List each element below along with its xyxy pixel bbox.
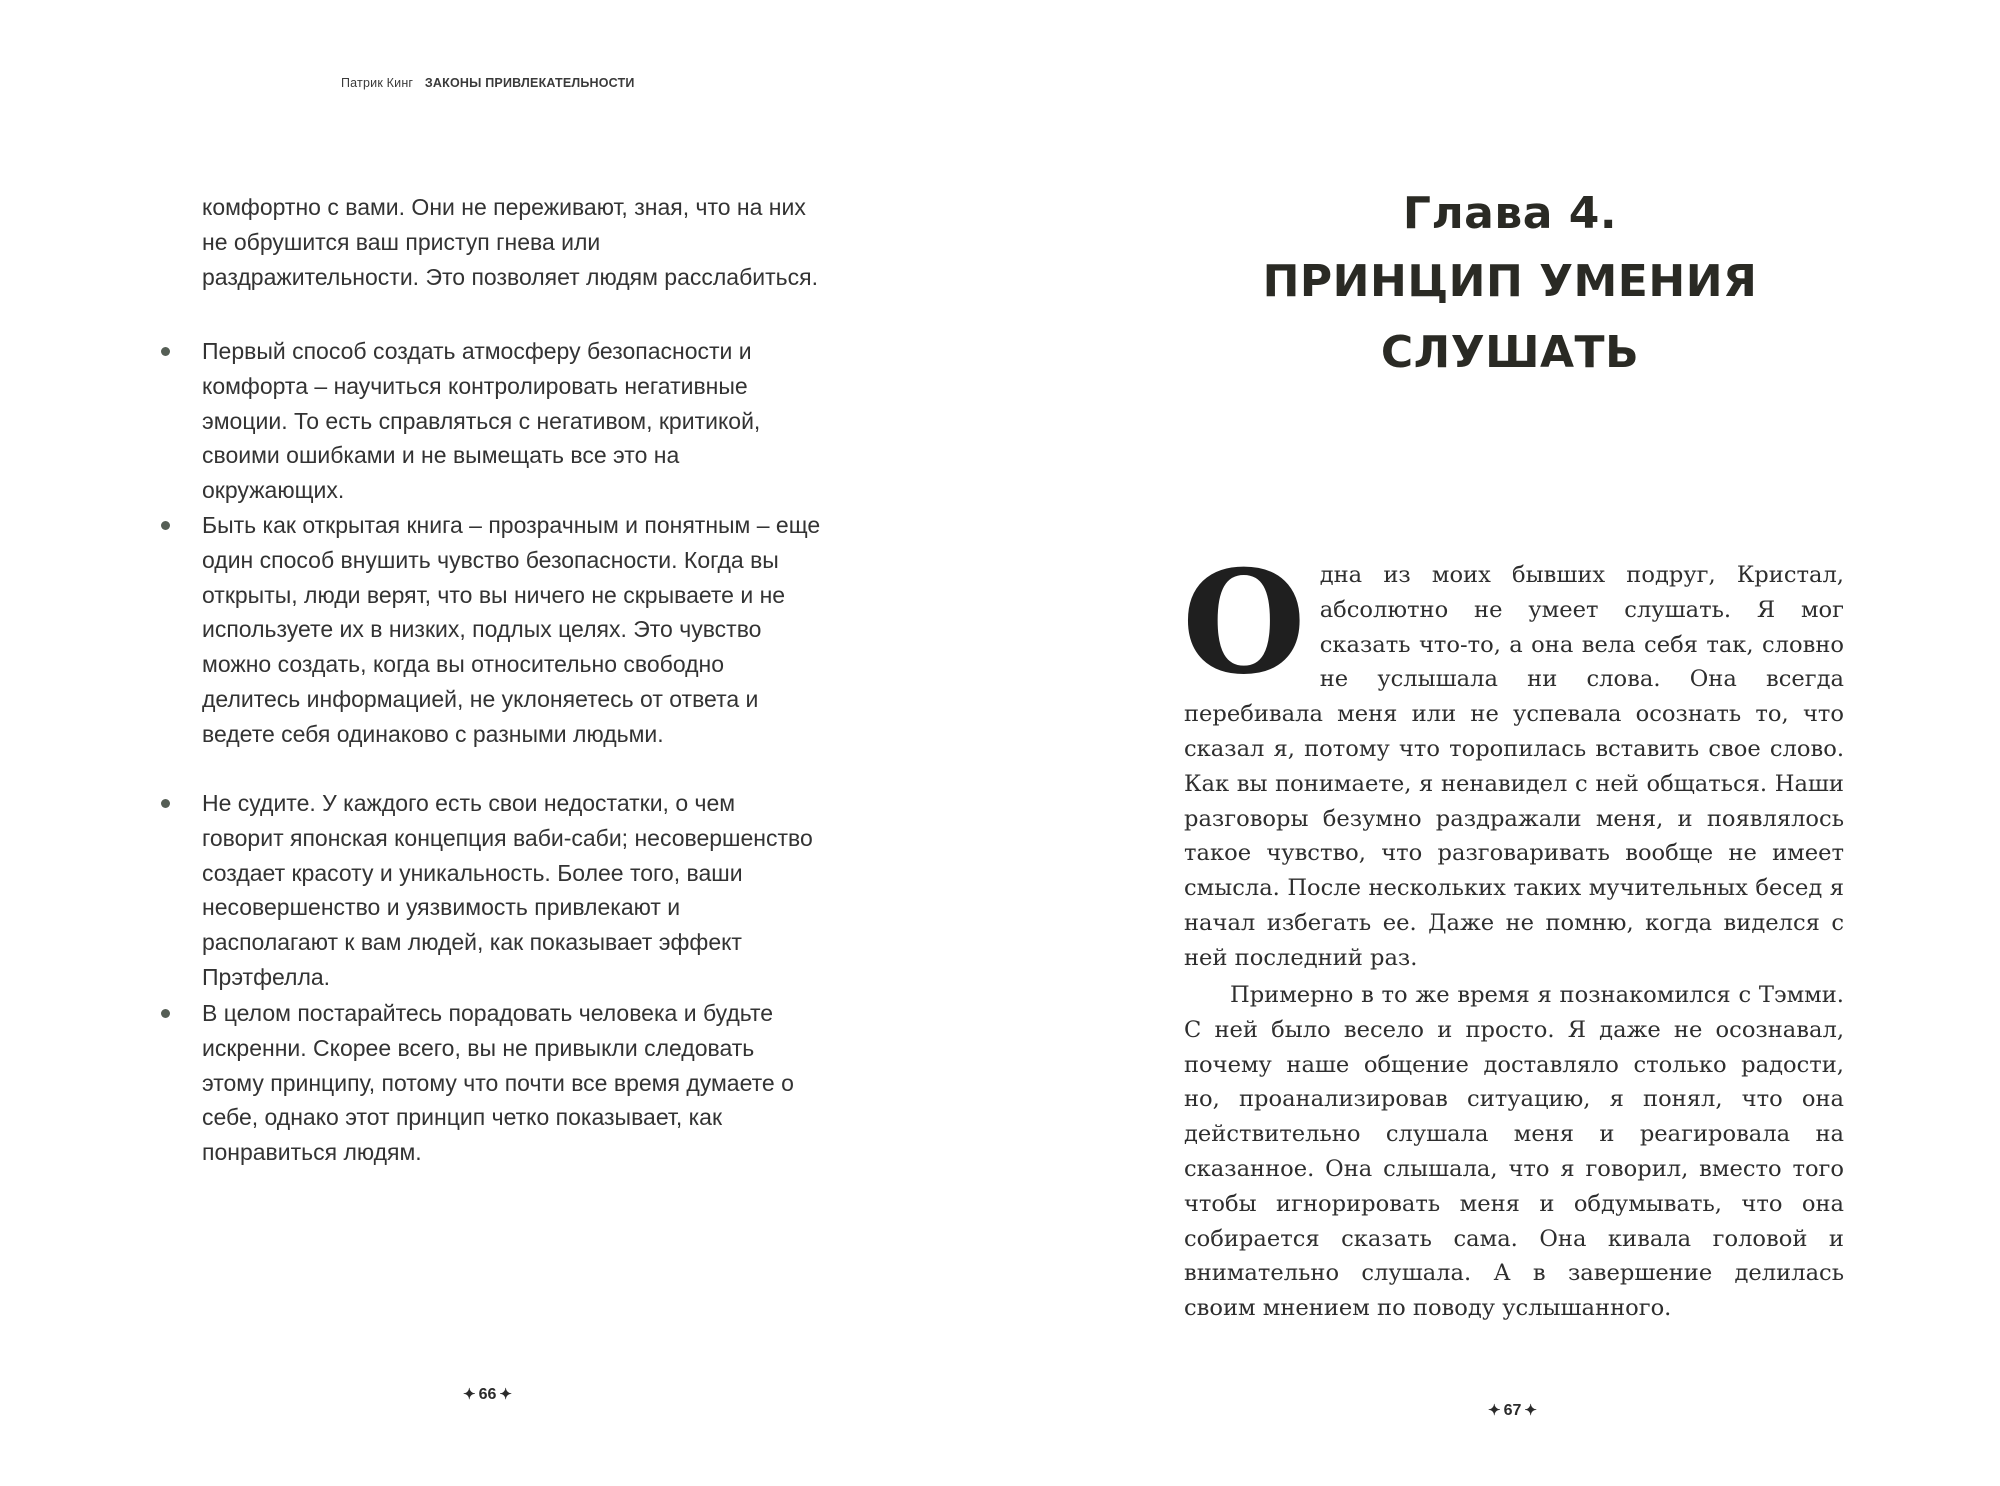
- bullet-dot-icon: [161, 521, 170, 530]
- chapter-title-line-2: СЛУШАТЬ: [1380, 327, 1640, 378]
- bullet-text: Быть как открытая книга – прозрачным и понятным – еще один способ внушить чувство безопасности. Когда вы открыты, люди верят, что вы ничего не скрываете и не используете их в низких, подлых целях. Это чувство можно создать, когда вы относительно свободно делитесь информацией, не уклоняетесь от ответа и ведете себя одинаково с разными людьми.: [202, 512, 821, 747]
- drop-cap: О: [1182, 540, 1306, 706]
- chapter-title-line-1: ПРИНЦИП УМЕНИЯ: [1262, 256, 1758, 307]
- star-ornament-icon: ✦: [1524, 1402, 1537, 1419]
- page-number-right: [1485, 1401, 1540, 1420]
- second-paragraph: Примерно в то же время я познакомился с Тэмми. С ней было весело и просто. Я даже не осознавал, почему наше общение доставляло столько радости, но, проанализировав ситуацию, я понял, что она действительно слушала меня и реагировала на сказанное. Она слышала, что я говорил, вместо того чтобы игнорировать меня и обдумывать, что она собирается сказать сама. Она кивала головой и внимательно слушала. А в завершение делилась своим мнением по поводу услышанного.: [1184, 982, 1844, 1322]
- page-number-value: 66: [478, 1386, 497, 1403]
- bullet-dot-icon: [161, 1009, 170, 1018]
- bullet-dot-icon: [161, 347, 170, 356]
- bullet-text: Не судите. У каждого есть свои недостатки, о чем говорит японская концепция ваби-саби; несовершенство создает красоту и уникальность. Более того, ваши несовершенство и уязвимость привлекают и располагают к вам людей, как показывает эффект Прэтфелла.: [202, 790, 813, 990]
- opening-paragraph-text: дна из моих бывших подруг, Кристал, абсолютно не умеет слушать. Я мог сказать что-то, а она вела себя так, словно не услышала ни слова. Она всегда перебивала меня или не успевала осознать то, что сказал я, потому что торопилась вставить свое слово. Как вы понимаете, я ненавидел с ней общаться. Наши разговоры безумно раздражали меня, и появлялось такое чувство, что разговаривать вообще не имеет смысла. После нескольких таких мучительных бесед я начал избегать ее. Даже не помню, когда виделся с ней последний раз.: [1184, 562, 1844, 971]
- bullet-text: Первый способ создать атмосферу безопасности и комфорта – научиться контролировать негативные эмоции. То есть справляться с негативом, критикой, своими ошибками и не вымещать все это на окружающих.: [202, 338, 761, 504]
- running-head: [341, 76, 635, 90]
- running-head-author: Патрик Кинг: [341, 76, 414, 90]
- chapter-label: Глава 4.: [1402, 188, 1618, 239]
- star-ornament-icon: ✦: [499, 1386, 512, 1403]
- right-page: [1000, 0, 2000, 1486]
- bullet-item: [202, 334, 822, 508]
- running-head-book-title: ЗАКОНЫ ПРИВЛЕКАТЕЛЬНОСТИ: [424, 76, 635, 90]
- bullet-dot-icon: [161, 799, 170, 808]
- intro-paragraph: комфортно с вами. Они не переживают, зная, что на них не обрушится ваш приступ гнева или раздражительности. Это позволяет людям расслабиться.: [202, 194, 818, 290]
- bullet-item: [202, 996, 822, 1170]
- bullet-item: [202, 786, 822, 995]
- page-number-left: [460, 1385, 515, 1404]
- opening-paragraph: [1182, 540, 1844, 976]
- bullet-text: В целом постарайтесь порадовать человека и будьте искренни. Скорее всего, вы не привыкли следовать этому принципу, потому что почти все время думаете о себе, однако этот принцип четко показывает, как понравиться людям.: [202, 1000, 794, 1166]
- star-ornament-icon: ✦: [1488, 1402, 1501, 1419]
- page-number-value: 67: [1503, 1402, 1522, 1419]
- star-ornament-icon: ✦: [463, 1386, 476, 1403]
- bullet-item: [202, 508, 822, 752]
